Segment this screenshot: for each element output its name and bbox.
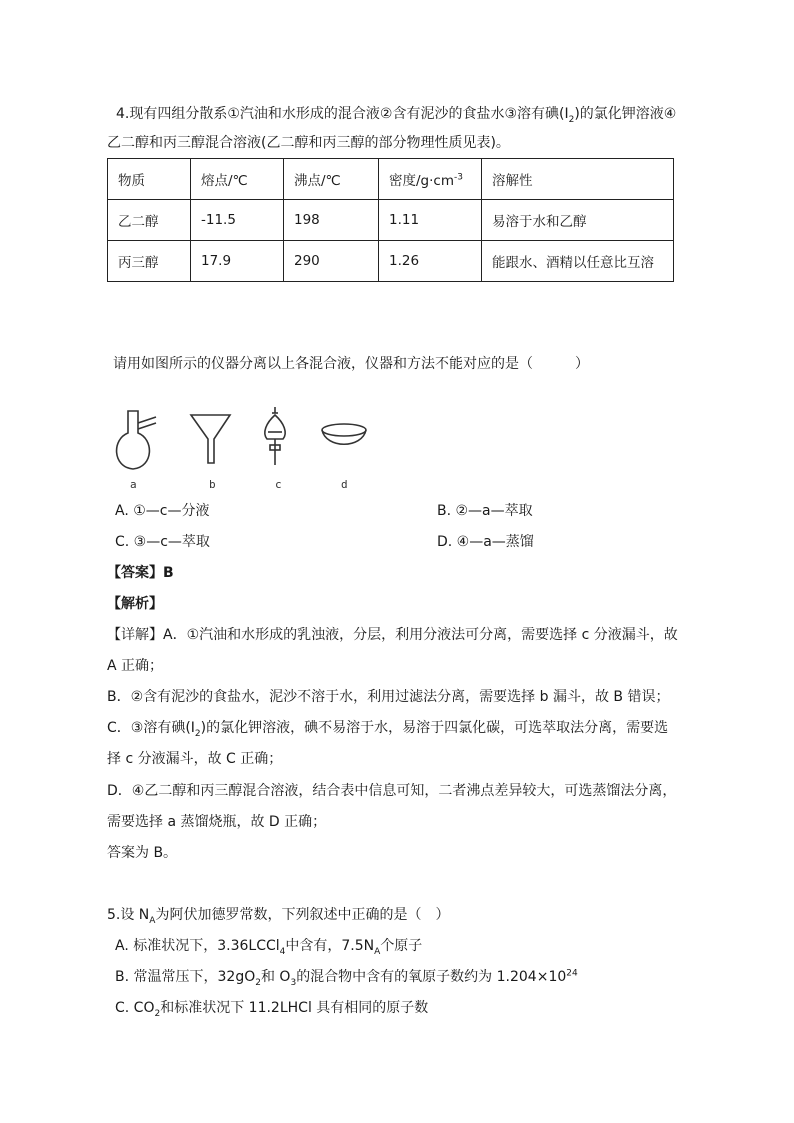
apparatus-diagram: [108, 405, 368, 480]
q4-prompt: 请用如图所示的仪器分离以上各混合液，仪器和方法不能对应的是（ ）: [113, 356, 589, 372]
conclusion: 答案为 B。: [107, 845, 178, 861]
q5-option-a: A. 标准状况下，3.36LCCl$_4$中含有，$7.5N_A$个原子: [115, 938, 423, 957]
table-cell: 1.26: [379, 241, 482, 282]
table-cell: 丙三醇: [108, 241, 191, 282]
apparatus-label: b: [209, 478, 216, 491]
q4-stem-line2: 乙二醇和丙三醇混合溶液(乙二醇和丙三醇的部分物理性质见表)。: [107, 135, 510, 151]
table-cell: 乙二醇: [108, 200, 191, 241]
table-row: [108, 200, 674, 241]
q5-option-b: B. 常温常压下，$32gO_2$和 $O_3$的混合物中含有的氧原子数约为 $1.204\times 10^{24}$: [115, 968, 578, 988]
apparatus-label: c: [275, 478, 282, 491]
option-a: A. ①—c—分液: [115, 503, 210, 519]
table-cell: 17.9: [191, 241, 284, 282]
option-d: D. ④—a—蒸馏: [437, 534, 534, 550]
table-header-row: [108, 159, 674, 200]
detail-line: 需要选择 a 蒸馏烧瓶，故 D 正确；: [107, 814, 327, 830]
analysis-label: 【解析】: [107, 596, 163, 612]
option-b: B. ②—a—萃取: [437, 503, 533, 519]
table-cell: 290: [284, 241, 379, 282]
detail-line: 【详解】A．①汽油和水形成的乳浊液，分层，利用分液法可分离，需要选择 c 分液漏斗，故: [107, 627, 678, 643]
table-cell: 能跟水、酒精以任意比互溶: [482, 241, 674, 282]
table-header-cell: 密度$/g\cdot cm^{-3}$: [379, 159, 482, 200]
table-header-cell: 沸点/℃: [284, 159, 379, 200]
q5-stem: 5.设 $N_A$为阿伏加德罗常数，下列叙述中正确的是（ ）: [107, 907, 450, 926]
detail-line: B．②含有泥沙的食盐水，泥沙不溶于水，利用过滤法分离，需要选择 b 漏斗，故 B 错误；: [107, 689, 670, 705]
detail-line: C．③溶有碘$(I_2)$的氯化钾溶液，碘不易溶于水，易溶于四氯化碳，可选萃取法分离，需要选: [107, 720, 669, 739]
detail-line: A 正确；: [107, 658, 164, 674]
table-header-cell: 溶解性: [482, 159, 674, 200]
table-cell: -11.5: [191, 200, 284, 241]
funnel-icon: [191, 415, 230, 463]
q4-stem-line1: 4.现有四组分散系①汽油和水形成的混合液②含有泥沙的食盐水③溶有碘$(I_2)$的氯化钾溶液④: [116, 106, 677, 125]
table-cell: 198: [284, 200, 379, 241]
table-cell: 1.11: [379, 200, 482, 241]
q5-option-c: C. $CO_2$和标准状况下 11.2LHCl 具有相同的原子数: [115, 1000, 429, 1019]
detail-line: D．④乙二醇和丙三醇混合溶液，结合表中信息可知，二者沸点差异较大，可选蒸馏法分离，: [107, 783, 677, 799]
separatory-funnel-icon: [265, 407, 285, 465]
table-header-cell: 物质: [108, 159, 191, 200]
table-header-cell: 熔点/℃: [191, 159, 284, 200]
apparatus-label: d: [341, 478, 348, 491]
distillation-flask-icon: [117, 411, 156, 469]
answer-label: 【答案】B: [107, 565, 174, 581]
option-c: C. ③—c—萃取: [115, 534, 210, 550]
detail-line: 择 c 分液漏斗，故 C 正确；: [107, 751, 283, 767]
table-row: [108, 241, 674, 282]
table-cell: 易溶于水和乙醇: [482, 200, 674, 241]
properties-table: [107, 158, 674, 282]
evaporating-dish-icon: [322, 424, 366, 444]
apparatus-label: a: [130, 478, 137, 491]
